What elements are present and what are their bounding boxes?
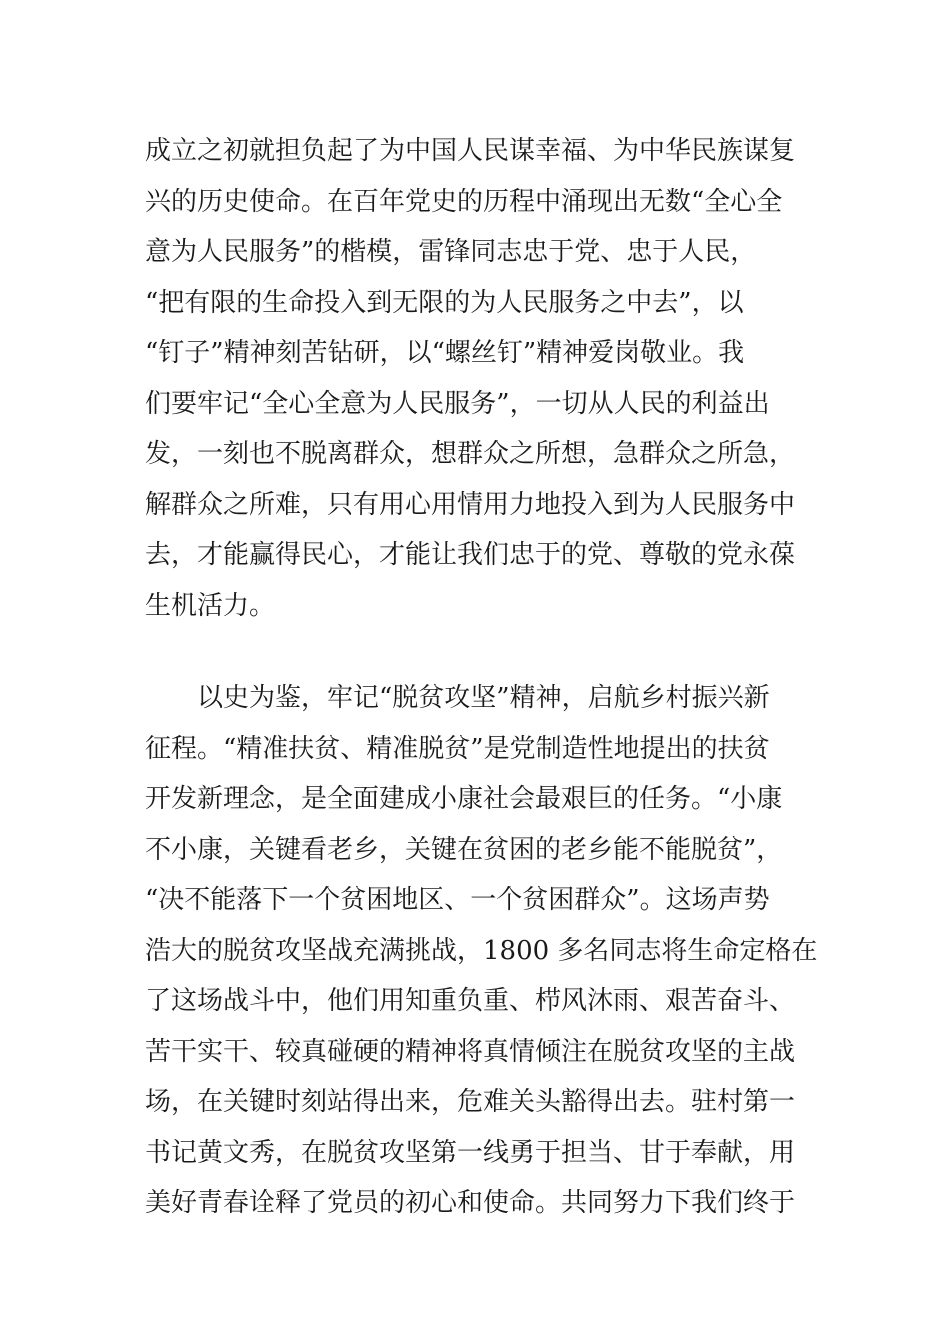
text-line: “把有限的生命投入到无限的为人民服务之中去”，以 — [145, 287, 744, 318]
text-line: 们要牢记“全心全意为人民服务”，一切从人民的利益出 — [145, 388, 770, 419]
paragraph-2 — [145, 673, 817, 1229]
paragraph-1 — [145, 126, 795, 631]
text-line: 美好青春诠释了党员的初心和使命。共同努力下我们终于 — [145, 1188, 796, 1218]
text-line: 浩大的脱贫攻坚战充满挑战，1800 多名同志将生命定格在 — [145, 935, 818, 966]
text-line: 开发新理念，是全面建成小康社会最艰巨的任务。“小康 — [145, 784, 783, 814]
text-line: “决不能落下一个贫困地区、一个贫困群众”。这场声势 — [145, 885, 770, 915]
text-line: 发，一刻也不脱离群众，想群众之所想，急群众之所急， — [145, 439, 796, 469]
text-line: 苦干实干、较真碰硬的精神将真情倾注在脱贫攻坚的主战 — [145, 1036, 796, 1067]
text-line: 成立之初就担负起了为中国人民谋幸福、为中华民族谋复 — [145, 136, 796, 166]
text-line: 去，才能赢得民心，才能让我们忠于的党、尊敬的党永葆 — [145, 540, 796, 570]
text-line-first-indented: 以史为鉴，牢记“脱贫攻坚”精神，启航乡村振兴新 — [197, 683, 770, 713]
text-line: 不小康，关键看老乡，关键在贫困的老乡能不能脱贫”， — [145, 834, 783, 865]
text-line: 解群众之所难，只有用心用情用力地投入到为人民服务中 — [145, 489, 796, 520]
text-line: 场，在关键时刻站得出来，危难关头豁得出去。驻村第一 — [145, 1087, 796, 1117]
text-line: 意为人民服务”的楷模，雷锋同志忠于党、忠于人民， — [145, 237, 757, 267]
text-line: 了这场战斗中，他们用知重负重、栉风沐雨、艰苦奋斗、 — [145, 986, 796, 1016]
text-line: 征程。“精准扶贫、精准脱贫”是党制造性地提出的扶贫 — [145, 733, 770, 764]
text-line: “钉子”精神刻苦钻研，以“螺丝钉”精神爱岗敬业。我 — [145, 338, 745, 368]
text-line: 兴的历史使命。在百年党史的历程中涌现出无数“全心全 — [145, 186, 783, 217]
text-line: 生机活力。 — [145, 590, 276, 621]
text-line: 书记黄文秀，在脱贫攻坚第一线勇于担当、甘于奉献，用 — [145, 1137, 796, 1168]
